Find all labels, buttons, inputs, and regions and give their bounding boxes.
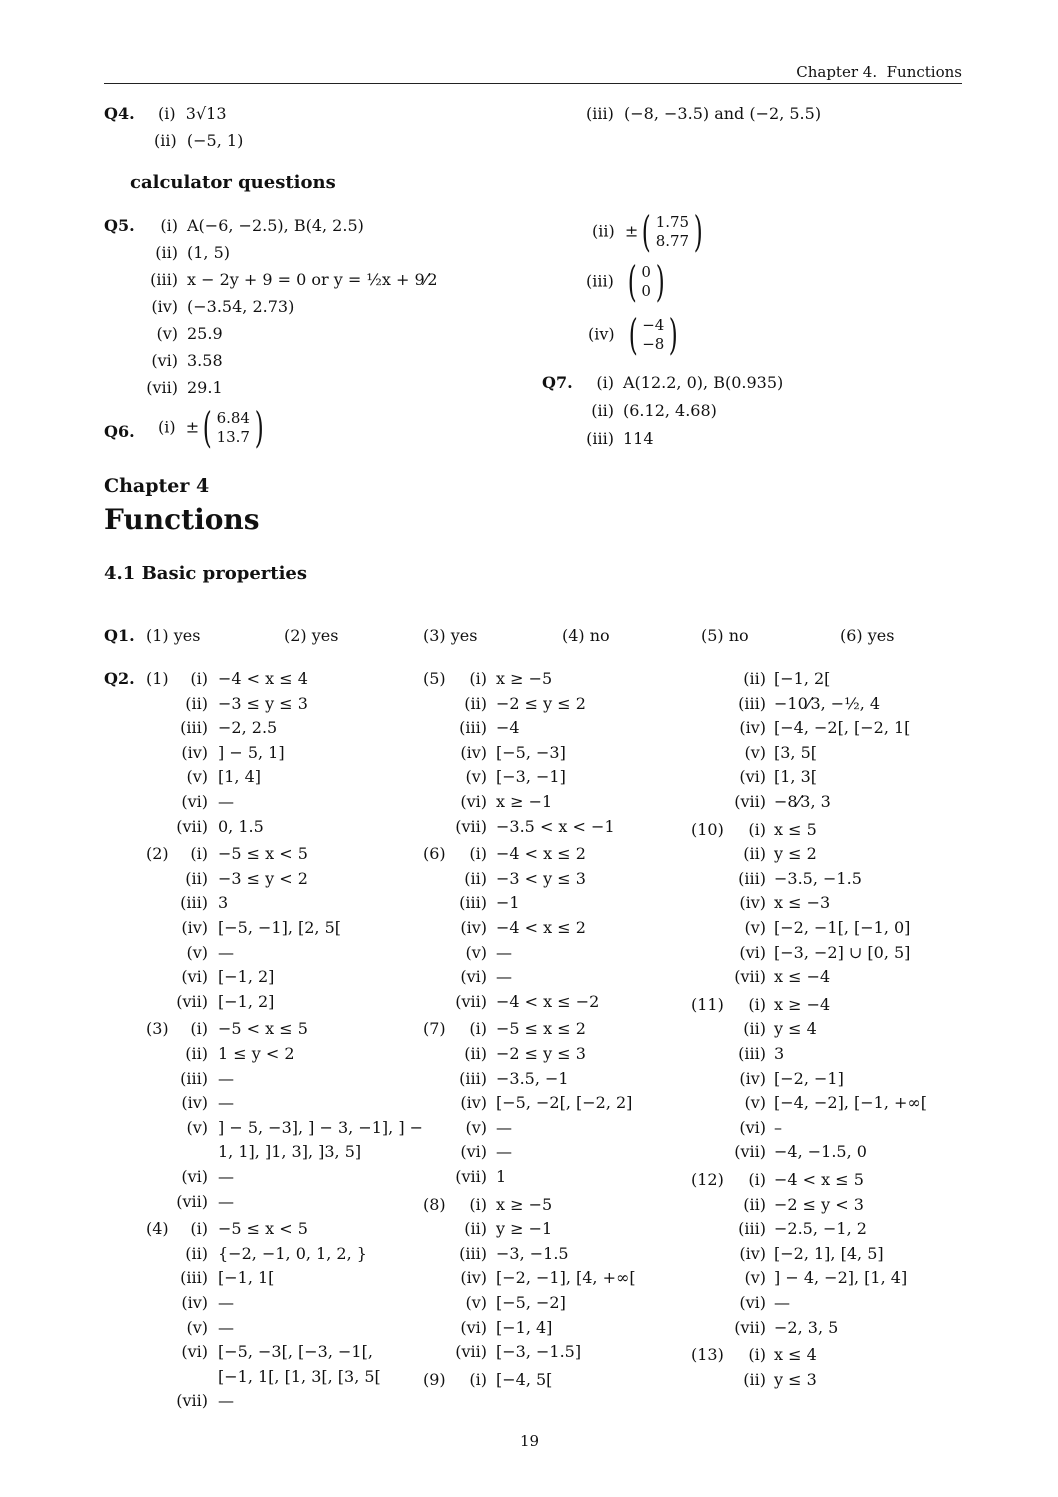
q7-item-number: (i)	[596, 373, 614, 392]
q5-item-number: (ii)	[155, 243, 178, 262]
q2-item-number: (ii)	[743, 669, 766, 688]
q2-item-number: (vii)	[455, 991, 487, 1011]
q2-item-number: (ii)	[185, 1243, 208, 1263]
q2-item-number: (vi)	[739, 1117, 766, 1137]
q2-item-answer: [−1, 4]	[496, 1317, 553, 1337]
header-chapter: Chapter 4.	[796, 63, 878, 81]
q4-i: (i) 3√13	[158, 104, 227, 123]
q2-item-number: (vi)	[739, 767, 766, 787]
running-header	[796, 63, 962, 81]
q2-item-number: (vii)	[176, 816, 208, 836]
q2-item-number: (iv)	[181, 918, 208, 937]
q4-label: Q4.	[104, 104, 135, 123]
q2-group-number: (3)	[146, 1019, 169, 1039]
q2-item-number: (ii)	[185, 868, 208, 888]
q2-item-answer: −3 < y ≤ 3	[496, 868, 586, 888]
q2-item-number: (i)	[748, 994, 766, 1014]
q2-item-answer: −4 < x ≤ 2	[496, 918, 586, 937]
q2-item-number: (vii)	[455, 816, 487, 836]
q2-item-number: (ii)	[185, 1044, 208, 1063]
q2-group-number: (8)	[423, 1194, 446, 1214]
q2-item-answer: x ≥ −5	[496, 669, 553, 688]
q2-item-number: (iv)	[460, 1268, 487, 1288]
q2-item-number: (iv)	[181, 742, 208, 762]
q2-item-number: (ii)	[185, 693, 208, 713]
q2-item-number: (i)	[469, 1369, 487, 1389]
section-heading: 4.1 Basic properties	[104, 563, 307, 584]
q2-item-answer: [−5, −2]	[496, 1293, 566, 1312]
q2-item-number: (vi)	[181, 967, 208, 987]
q2-group-number: (10)	[691, 819, 724, 839]
q2-item-answer: −8⁄3, 3	[774, 792, 831, 811]
q2-item-answer: [3, 5[	[774, 742, 818, 762]
q2-item-number: (vi)	[181, 1342, 208, 1362]
q2-item-answer: −5 ≤ x < 5	[218, 1219, 308, 1239]
q2-item-number: (v)	[744, 1268, 766, 1288]
q2-item-number: (iii)	[738, 868, 766, 888]
q4-i-value: 3√13	[185, 104, 227, 123]
q2-item-number: (v)	[465, 1117, 487, 1137]
q2-item-number: (iv)	[739, 893, 766, 913]
q2-item-answer: y ≤ 3	[774, 1369, 817, 1389]
q2-item-number: (vii)	[734, 967, 766, 987]
q5-item-answer: (1, 5)	[187, 243, 231, 262]
page-number: 19	[520, 1432, 540, 1450]
q6-i: (i) ± ( 6.84 13.7 )	[158, 408, 267, 448]
q2-item-answer: [−1, 2[	[774, 669, 831, 688]
vector-q6-iii: ( 0 0 )	[627, 257, 665, 306]
q4-ii: (ii) (−5, 1)	[154, 131, 244, 150]
q5-item-answer: 3.58	[187, 351, 223, 370]
q2-item-answer: y ≤ 4	[774, 1019, 817, 1039]
q5-item-answer: 25.9	[187, 324, 223, 343]
q2-item-number: (iii)	[180, 1068, 208, 1088]
q2-item-answer: −5 < x ≤ 5	[218, 1019, 308, 1039]
q2-group-number: (1)	[146, 669, 169, 688]
q2-item-number: (i)	[469, 669, 487, 688]
q2-item-answer: −3 ≤ y < 2	[218, 868, 308, 888]
chapter-label: Chapter 4	[104, 475, 210, 497]
header-rule	[104, 83, 962, 84]
q2-item-answer: [−5, −2[, [−2, 2]	[496, 1093, 633, 1113]
q2-item-answer: —	[218, 1191, 234, 1211]
q2-item-answer: 3	[774, 1044, 785, 1063]
q2-item-answer: x ≤ −3	[774, 893, 831, 913]
q2-item-answer: [−3, −1.5]	[496, 1342, 582, 1362]
q5-item-number: (vii)	[146, 378, 178, 397]
q2-item-answer: ] − 4, −2], [1, 4]	[774, 1268, 908, 1288]
q1-label: Q1.	[104, 626, 135, 645]
q6-iii: (iii) ( 0 0 )	[586, 262, 668, 302]
q1-answer: (4) no	[562, 626, 610, 645]
vec-top: 6.84	[216, 409, 250, 427]
q2-group-number: (4)	[146, 1219, 169, 1239]
q2-item-answer: —	[496, 942, 512, 962]
q2-item-answer: ] − 5, −3], ] − 3, −1], ] −	[218, 1117, 424, 1137]
q2-item-answer: [−3, −1]	[496, 767, 566, 787]
q2-item-number: (vii)	[176, 1191, 208, 1211]
q4-iii: (iii) (−8, −3.5) and (−2, 5.5)	[586, 104, 822, 123]
q2-item-answer: [−3, −2] ∪ [0, 5]	[774, 942, 911, 962]
q2-item-number: (v)	[744, 918, 766, 937]
q2-item-number: (ii)	[743, 1369, 766, 1389]
q2-item-number: (ii)	[464, 868, 487, 888]
q2-group-number: (9)	[423, 1369, 446, 1389]
plus-minus: ±	[185, 417, 200, 437]
q2-item-number: (i)	[190, 669, 208, 688]
q5-label: Q5.	[104, 216, 135, 235]
q2-item-number: (vii)	[176, 1391, 208, 1411]
q2-item-number: (vii)	[455, 1342, 487, 1362]
q5-item-answer: (−3.54, 2.73)	[187, 297, 295, 316]
q2-item-number: (i)	[469, 1194, 487, 1214]
q2-item-number: (vi)	[460, 1142, 487, 1162]
q5-item-number: (iv)	[151, 297, 178, 316]
q2-item-number: (vi)	[739, 942, 766, 962]
q2-item-number: (iv)	[739, 1068, 766, 1088]
q1-answer: (5) no	[701, 626, 749, 645]
q2-item-answer: y ≤ 2	[774, 844, 817, 864]
q2-item-answer: —	[218, 1068, 234, 1088]
q2-item-answer: —	[218, 1317, 234, 1337]
q2-item-number: (ii)	[743, 1019, 766, 1039]
q2-item-answer: −2, 2.5	[218, 718, 278, 738]
q2-item-number: (ii)	[464, 693, 487, 713]
q2-item-number: (vi)	[181, 792, 208, 811]
q2-item-answer: −4 < x ≤ 5	[774, 1170, 864, 1189]
q2-item-answer: −4	[496, 718, 520, 738]
q2-item-answer: −3.5, −1.5	[774, 868, 862, 888]
q2-item-number: (iv)	[739, 718, 766, 738]
q7-item-answer: (6.12, 4.68)	[623, 401, 717, 420]
q2-group-number: (7)	[423, 1019, 446, 1039]
q2-item-number: (vi)	[460, 967, 487, 987]
q2-item-answer: [−5, −1], [2, 5[	[218, 918, 342, 937]
q2-item-answer: ] − 5, 1]	[218, 742, 285, 762]
q2-item-answer: —	[218, 1167, 234, 1186]
q2-item-answer: —	[774, 1293, 790, 1312]
q2-item-number: (i)	[748, 819, 766, 839]
q2-item-answer: —	[218, 1391, 234, 1411]
q5-item-number: (i)	[160, 216, 178, 235]
q2-item-number: (i)	[190, 1019, 208, 1039]
q4-ii-value: (−5, 1)	[186, 131, 244, 150]
q2-item-answer: −1	[496, 893, 520, 913]
q2-item-answer: —	[496, 1117, 512, 1137]
q2-item-number: (iv)	[739, 1243, 766, 1263]
q2-item-answer: −2, 3, 5	[774, 1317, 839, 1337]
q2-item-answer: 0, 1.5	[218, 816, 264, 836]
q2-item-answer: x ≥ −1	[496, 792, 553, 811]
chapter-title: Functions	[104, 503, 260, 536]
q2-group-number: (12)	[691, 1170, 724, 1189]
plus-minus: ±	[624, 221, 639, 241]
q2-item-number: (iii)	[180, 718, 208, 738]
q2-label: Q2.	[104, 669, 135, 688]
q2-item-number: (i)	[469, 844, 487, 864]
q2-item-number: (vi)	[181, 1167, 208, 1186]
q2-item-answer: —	[218, 942, 234, 962]
q2-item-answer: —	[218, 1093, 234, 1113]
q7-item-answer: A(12.2, 0), B(0.935)	[623, 373, 784, 392]
q5-item-answer: 29.1	[187, 378, 223, 397]
q7-item-answer: 114	[623, 429, 654, 448]
q2-item-answer: [−1, 1[	[218, 1268, 275, 1288]
q2-item-answer: −3.5 < x < −1	[496, 816, 615, 836]
q2-item-answer: −3 ≤ y ≤ 3	[218, 693, 308, 713]
vector-q6-i: ( 6.84 13.7 )	[202, 403, 264, 452]
q2-item-answer: −4 < x ≤ −2	[496, 991, 600, 1011]
q2-item-number: (i)	[190, 1219, 208, 1239]
q2-item-answer: −5 ≤ x ≤ 2	[496, 1019, 586, 1039]
vec-bottom: −8	[642, 335, 665, 353]
q4-iii-value: (−8, −3.5) and (−2, 5.5)	[624, 104, 822, 123]
q6-label: Q6.	[104, 422, 135, 441]
q2-item-number: (v)	[186, 767, 208, 787]
q2-group-number: (2)	[146, 844, 169, 864]
q1-answer: (1) yes	[146, 626, 201, 645]
q2-item-number: (iii)	[459, 718, 487, 738]
q2-item-answer: −2 ≤ y ≤ 2	[496, 693, 586, 713]
q2-item-answer: −4, −1.5, 0	[774, 1142, 867, 1162]
vec-bottom: 13.7	[216, 428, 250, 446]
q2-item-answer: [−4, 5[	[496, 1369, 553, 1389]
q2-item-number: (v)	[186, 1117, 208, 1137]
q2-item-answer: x ≤ 4	[774, 1345, 817, 1365]
q2-item-number: (iv)	[181, 1093, 208, 1113]
q2-item-number: (iii)	[459, 893, 487, 913]
q2-item-answer: [−1, 2]	[218, 991, 275, 1011]
q2-item-answer: –	[774, 1117, 782, 1137]
q2-item-number: (iv)	[181, 1293, 208, 1312]
vec-top: 1.75	[655, 213, 690, 231]
q7-item-number: (iii)	[586, 429, 614, 448]
q2-item-answer: [−1, 2]	[218, 967, 275, 987]
q2-item-answer: −4 < x ≤ 2	[496, 844, 586, 864]
q2-group-number: (5)	[423, 669, 446, 688]
q2-item-answer: 1, 1], ]1, 3], ]3, 5]	[218, 1142, 362, 1162]
q2-item-number: (iii)	[180, 1268, 208, 1288]
q2-item-answer: [1, 4]	[218, 767, 262, 787]
q2-item-answer: −3, −1.5	[496, 1243, 569, 1263]
q2-item-number: (vii)	[455, 1167, 487, 1186]
q2-group-number: (13)	[691, 1345, 724, 1365]
vector-q6-iv: ( −4 −8 )	[628, 310, 679, 359]
q2-item-answer: [−2, −1]	[774, 1068, 844, 1088]
q2-item-number: (v)	[465, 942, 487, 962]
q2-item-answer: −5 ≤ x < 5	[218, 844, 308, 864]
q1-answer: (6) yes	[840, 626, 895, 645]
q2-item-number: (iii)	[459, 1243, 487, 1263]
q2-group-number: (11)	[691, 994, 724, 1014]
q2-item-answer: —	[218, 792, 234, 811]
q2-item-number: (iv)	[460, 742, 487, 762]
q2-item-number: (iv)	[460, 918, 487, 937]
q2-item-answer: x ≥ −4	[774, 994, 831, 1014]
q2-item-answer: x ≥ −5	[496, 1194, 553, 1214]
q2-item-answer: [−4, −2], [−1, +∞[	[774, 1093, 927, 1113]
q2-item-number: (ii)	[743, 1194, 766, 1214]
q5-item-answer: A(−6, −2.5), B(4, 2.5)	[187, 216, 364, 235]
q2-item-number: (vii)	[734, 1142, 766, 1162]
q6-ii: (ii) ± ( 1.75 8.77 )	[592, 212, 706, 252]
q2-item-number: (i)	[190, 844, 208, 864]
q2-item-number: (iii)	[738, 693, 766, 713]
q2-item-number: (vii)	[176, 991, 208, 1011]
q2-item-answer: −2 ≤ y < 3	[774, 1194, 864, 1214]
vec-top: 0	[641, 263, 651, 281]
q7-item-number: (ii)	[591, 401, 614, 420]
q2-item-answer: y ≥ −1	[496, 1219, 553, 1239]
q2-item-number: (ii)	[464, 1219, 487, 1239]
q5-item-number: (iii)	[150, 270, 178, 289]
q2-item-answer: 1 ≤ y < 2	[218, 1044, 295, 1063]
q2-item-answer: [1, 3[	[774, 767, 818, 787]
q2-item-answer: 3	[218, 893, 229, 913]
q2-item-number: (iii)	[738, 1044, 766, 1063]
q2-item-answer: [−2, −1], [4, +∞[	[496, 1268, 636, 1288]
vec-bottom: 0	[641, 282, 651, 300]
q1-answer: (2) yes	[284, 626, 339, 645]
q2-item-number: (ii)	[743, 844, 766, 864]
q2-item-number: (v)	[186, 1317, 208, 1337]
q6-iv: (iv) ( −4 −8 )	[588, 315, 682, 355]
q2-item-number: (vi)	[460, 1317, 487, 1337]
q2-item-number: (vii)	[734, 1317, 766, 1337]
q2-item-number: (i)	[469, 1019, 487, 1039]
q5-item-number: (vi)	[151, 351, 178, 370]
q2-item-answer: −2.5, −1, 2	[774, 1219, 867, 1239]
q2-item-number: (v)	[186, 942, 208, 962]
q2-item-answer: —	[496, 1142, 512, 1162]
q2-item-answer: —	[496, 967, 512, 987]
q2-item-number: (iii)	[738, 1219, 766, 1239]
vec-bottom: 8.77	[655, 232, 690, 250]
q2-item-number: (iv)	[460, 1093, 487, 1113]
q5-item-answer: x − 2y + 9 = 0 or y = ½x + 9⁄2	[187, 270, 438, 289]
q1-answer: (3) yes	[423, 626, 478, 645]
q2-item-answer: [−1, 1[, [1, 3[, [3, 5[	[218, 1366, 381, 1386]
q2-item-answer: −3.5, −1	[496, 1068, 569, 1088]
q2-item-number: (ii)	[464, 1044, 487, 1063]
q2-item-answer: −4 < x ≤ 4	[218, 669, 308, 688]
q2-item-number: (v)	[465, 767, 487, 787]
q2-item-answer: [−5, −3]	[496, 742, 566, 762]
q2-item-number: (v)	[744, 742, 766, 762]
vec-top: −4	[642, 316, 665, 334]
q2-item-answer: [−5, −3[, [−3, −1[,	[218, 1342, 373, 1362]
q2-item-number: (i)	[748, 1345, 766, 1365]
q2-item-answer: [−2, 1], [4, 5]	[774, 1243, 884, 1263]
vector-q6-ii: ( 1.75 8.77 )	[641, 207, 703, 256]
q2-item-answer: 1	[496, 1167, 507, 1186]
q2-item-answer: x ≤ −4	[774, 967, 831, 987]
q2-item-number: (v)	[465, 1293, 487, 1312]
q2-group-number: (6)	[423, 844, 446, 864]
q5-item-number: (v)	[156, 324, 178, 343]
q2-item-number: (vi)	[739, 1293, 766, 1312]
q2-item-answer: [−2, −1[, [−1, 0]	[774, 918, 911, 937]
q2-item-number: (vi)	[460, 792, 487, 811]
q7-label: Q7.	[542, 373, 573, 392]
header-title: Functions	[886, 63, 962, 81]
q2-item-answer: {−2, −1, 0, 1, 2, }	[218, 1243, 367, 1263]
q2-item-answer: [−4, −2[, [−2, 1[	[774, 718, 911, 738]
q2-item-answer: −2 ≤ y ≤ 3	[496, 1044, 586, 1063]
q2-item-number: (iii)	[180, 893, 208, 913]
q2-item-number: (iii)	[459, 1068, 487, 1088]
q2-item-answer: −10⁄3, −½, 4	[774, 693, 881, 713]
q2-item-number: (v)	[744, 1093, 766, 1113]
q2-item-answer: x ≤ 5	[774, 819, 817, 839]
calculator-heading: calculator questions	[130, 172, 336, 193]
q2-item-answer: —	[218, 1293, 234, 1312]
q2-item-number: (i)	[748, 1170, 766, 1189]
q2-item-number: (vii)	[734, 792, 766, 811]
